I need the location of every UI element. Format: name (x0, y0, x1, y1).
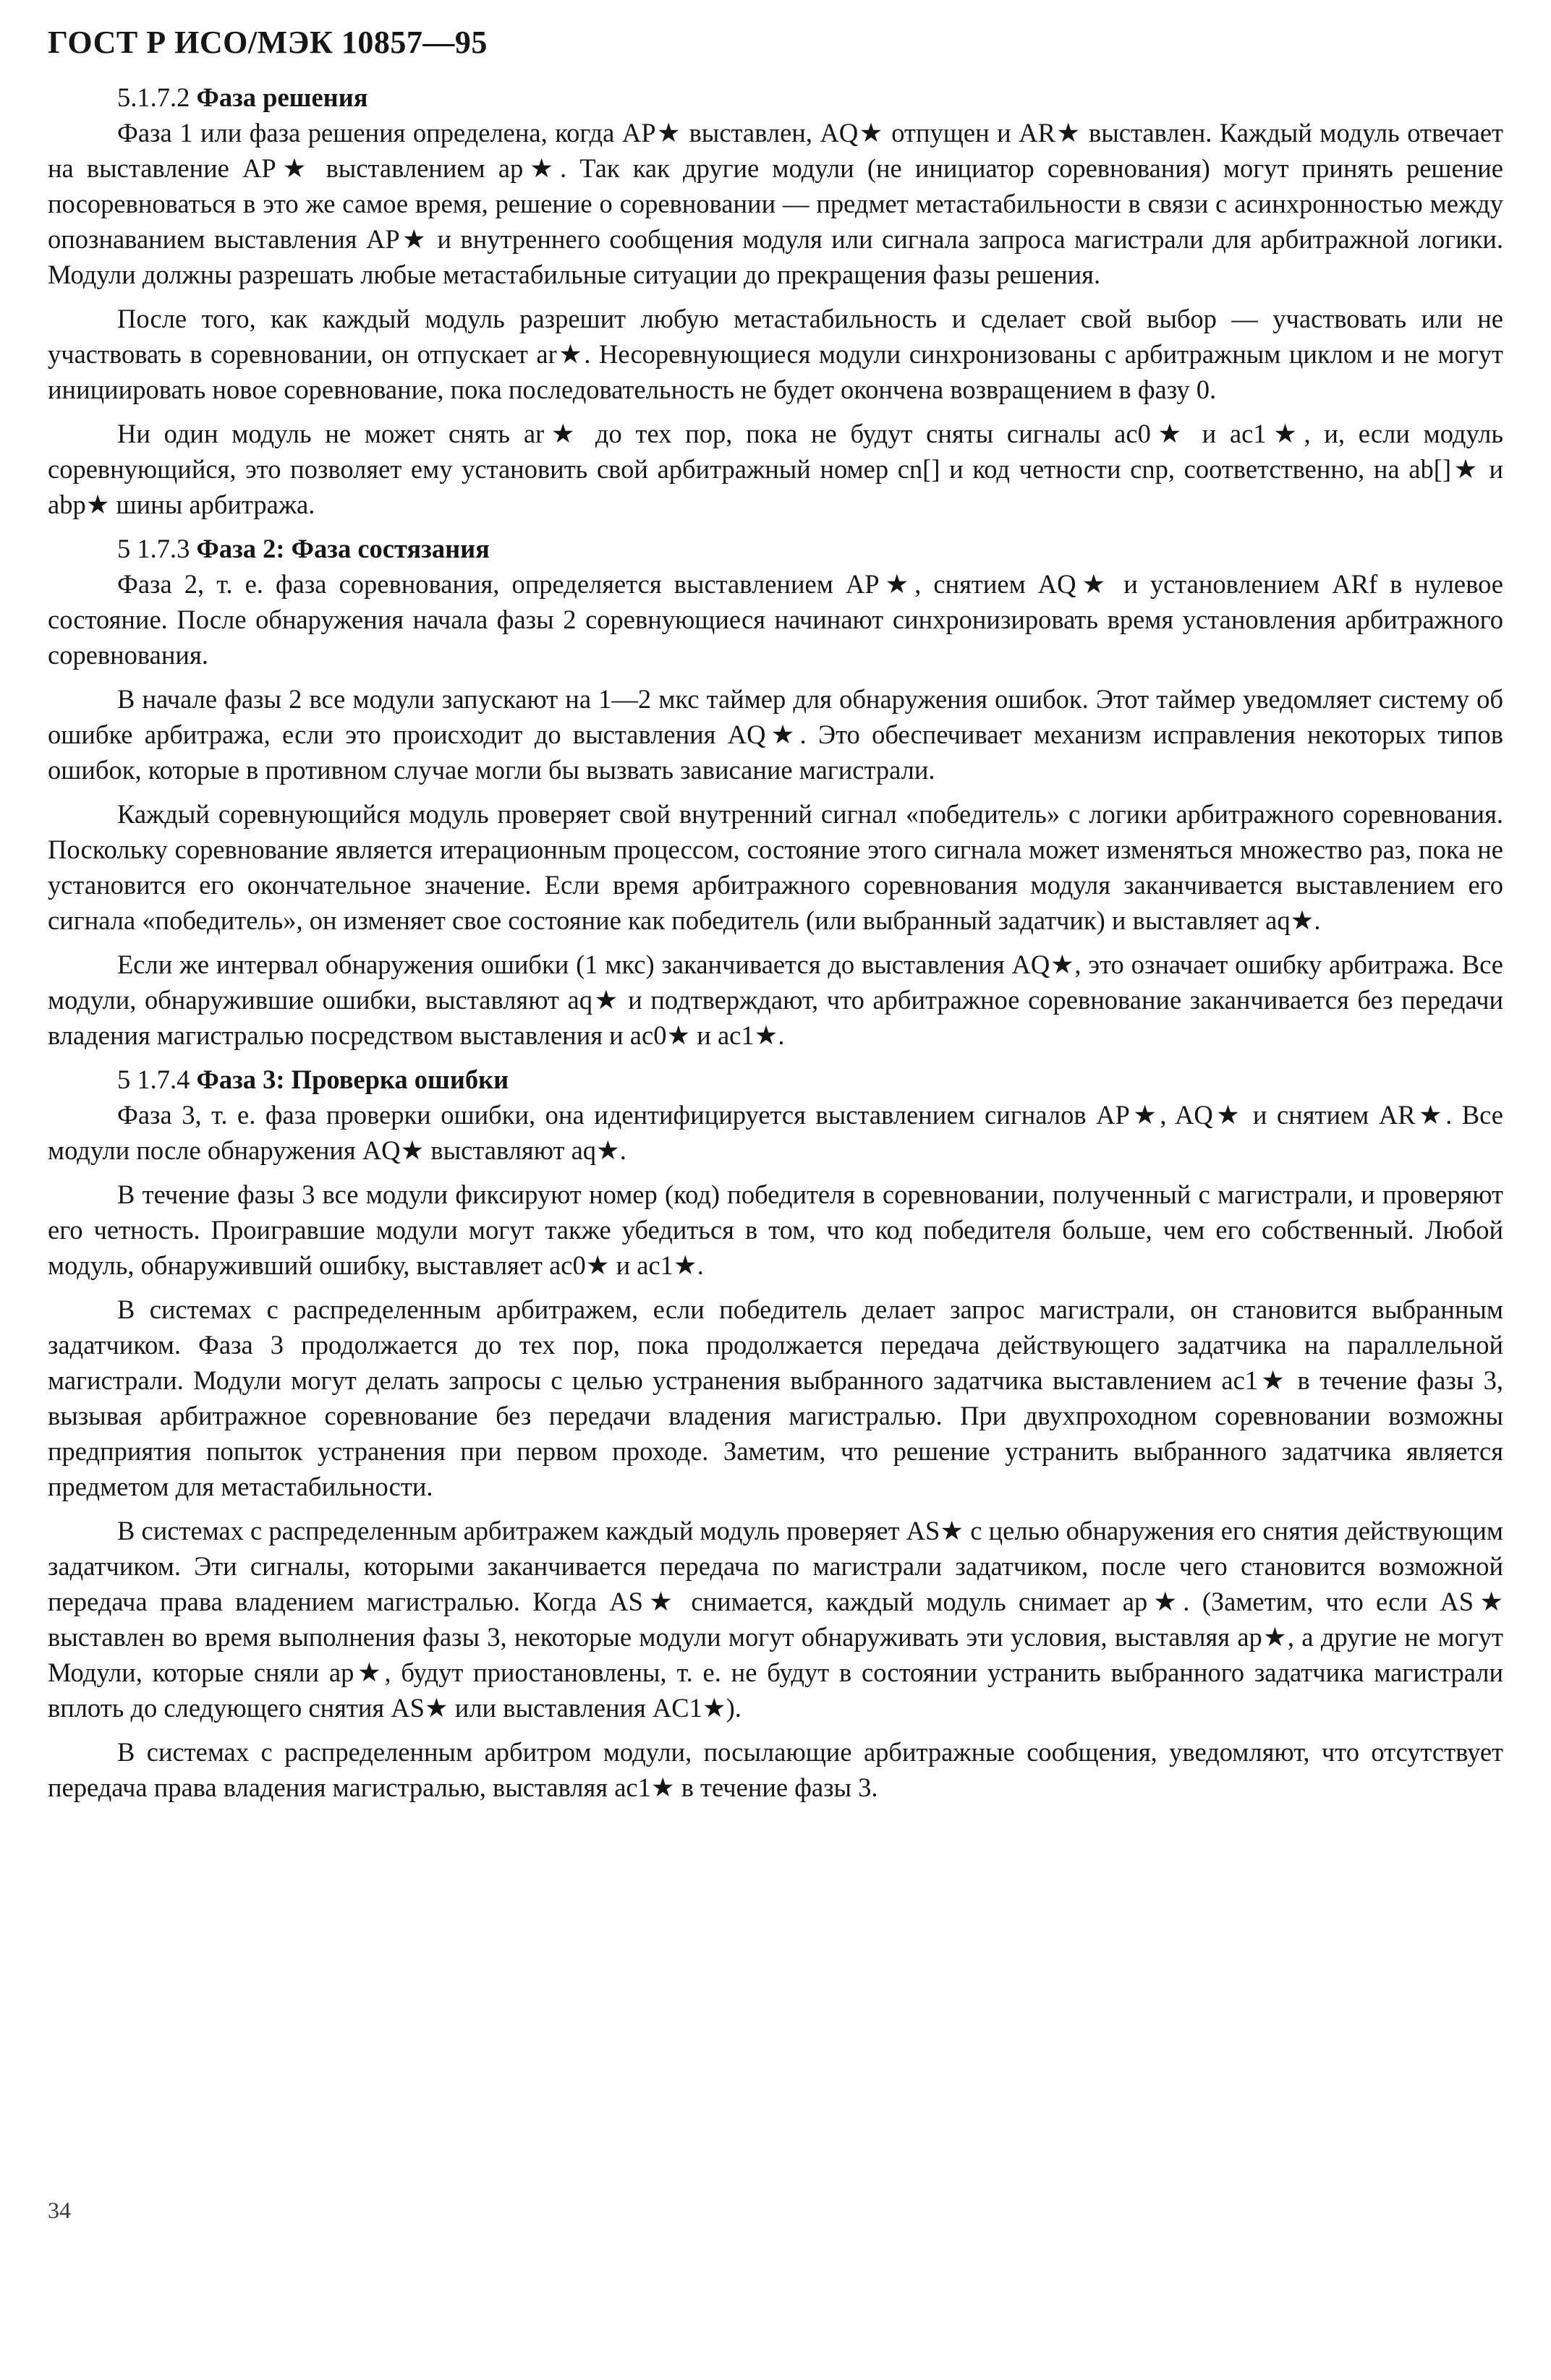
body-paragraph: В системах с распределенным арбитром модули, посылающие арбитражные сообщения, уведомляют, что отсутствует передача права владения магистралью, выставляя ac1★ в течение фазы 3. (48, 1737, 1503, 1802)
section-title: Фаза 2: Фаза состязания (196, 534, 490, 563)
body-paragraph: Если же интервал обнаружения ошибки (1 мкс) заканчивается до выставления AQ★, это означает ошибку арбитража. Все модули, обнаружившие ошибки, выставляют aq★ и подтверждают, что арбитражное соревнование заканчивается без передачи владения магистралью посредством выставления и ac0★ и ac1★. (48, 950, 1503, 1050)
section-number: 5 1.7.3 (117, 534, 190, 563)
section-heading (48, 80, 1503, 115)
section (48, 531, 1503, 1053)
body-paragraph: Фаза 3, т. е. фаза проверки ошибки, она идентифицируется выставлением сигналов AP★, AQ★ и снятием AR★. Все модули после обнаружения AQ★ выставляют aq★. (48, 1100, 1503, 1165)
running-head: ГОСТ Р ИСО/МЭК 10857—95 (48, 25, 488, 60)
body-paragraph: В течение фазы 3 все модули фиксируют номер (код) победителя в соревновании, полученный с магистрали, и проверяют его четность. Проигравшие модули могут также убедиться в том, что код победителя больше, чем его собственный. Любой модуль, обнаруживший ошибку, выставляет ac0★ и ac1★. (48, 1180, 1503, 1280)
section-heading (48, 531, 1503, 566)
body-paragraph: Каждый соревнующийся модуль проверяет свой внутренний сигнал «победитель» с логики арбитражного соревнования. Поскольку соревнование является итерационным процессом, состояние этого сигнала может изменяться множество раз, пока не установится его окончательное значение. Если время арбитражного соревнования модуля заканчивается выставлением его сигнала «победитель», он изменяет свое состояние как победитель (или выбранный задатчик) и выставляет aq★. (48, 799, 1503, 935)
section-number: 5 1.7.4 (117, 1065, 190, 1094)
body-paragraph: Фаза 2, т. е. фаза соревнования, определяется выставлением AP★, снятием AQ★ и установлением ARf в нулевое состояние. После обнаружения начала фазы 2 соревнующиеся начинают синхронизировать время установления арбитражного соревнования. (48, 569, 1503, 670)
body-paragraph: В системах с распределенным арбитражем каждый модуль проверяет AS★ с целью обнаружения его снятия действующим задатчиком. Эти сигналы, которыми заканчивается передача по магистрали задатчиком, после чего становится возможной передача права владением магистралью. Когда AS★ снимается, каждый модуль снимает ap★. (Заметим, что если AS★ выставлен во время выполнения фазы 3, некоторые модули могут обнаруживать эти условия, выставляя ap★, а другие не могут Модули, которые сняли ap★, будут приостановлены, т. е. не будут в состоянии устранить выбранного задатчика магистрали вплоть до следующего снятия AS★ или выставления AC1★). (48, 1516, 1503, 1723)
body-paragraph: После того, как каждый модуль разрешит любую метастабильность и сделает свой выбор — участвовать или не участвовать в соревновании, он отпускает ar★. Несоревнующиеся модули синхронизованы с арбитражным циклом и не могут инициировать новое соревнование, пока последовательность не будет окончена возвращением в фазу 0. (48, 304, 1503, 404)
body-paragraph: Фаза 1 или фаза решения определена, когда AP★ выставлен, AQ★ отпущен и AR★ выставлен. Каждый модуль отвечает на выставление AP★ выставлением ap★. Так как другие модули (не инициатор соревнования) могут принять решение посоревноваться в это же самое время, решение о соревновании — предмет метастабильности в связи с асинхронностью между опознаванием выставления AP★ и внутреннего сообщения модуля или сигнала запроса магистрали для арбитражной логики. Модули должны разрешать любые метастабильные ситуации до прекращения фазы решения. (48, 118, 1503, 289)
section-heading (48, 1062, 1503, 1097)
body-paragraph: В начале фазы 2 все модули запускают на 1—2 мкс таймер для обнаружения ошибок. Этот таймер уведомляет систему об ошибке арбитража, если это происходит до выставления AQ★. Это обеспечивает механизм исправления некоторых типов ошибок, которые в противном случае могли бы вызвать зависание магистрали. (48, 684, 1503, 785)
section-title: Фаза решения (196, 82, 368, 112)
section-title: Фаза 3: Проверка ошибки (196, 1065, 509, 1094)
body-paragraph: В системах с распределенным арбитражем, если победитель делает запрос магистрали, он становится выбранным задатчиком. Фаза 3 продолжается до тех пор, пока продолжается передача действующего задатчика на параллельной магистрали. Модули могут делать запросы с целью устранения выбранного задатчика выставлением ac1★ в течение фазы 3, вызывая арбитражное соревнование без передачи владения магистралью. При двухпроходном соревновании возможны предприятия попыток устранения при первом проходе. Заметим, что решение устранить выбранного задатчика является предметом для метастабильности. (48, 1295, 1503, 1501)
section (48, 80, 1503, 522)
document-body (48, 80, 1503, 1805)
section (48, 1062, 1503, 1805)
page-number: 34 (48, 2197, 71, 2223)
section-number: 5.1.7.2 (117, 82, 190, 112)
body-paragraph: Ни один модуль не может снять ar★ до тех пор, пока не будут сняты сигналы ac0★ и ac1★, и, если модуль соревнующийся, это позволяет ему установить свой арбитражный номер cn[] и код четности cnp, соответственно, на ab[]★ и abp★ шины арбитража. (48, 419, 1503, 519)
